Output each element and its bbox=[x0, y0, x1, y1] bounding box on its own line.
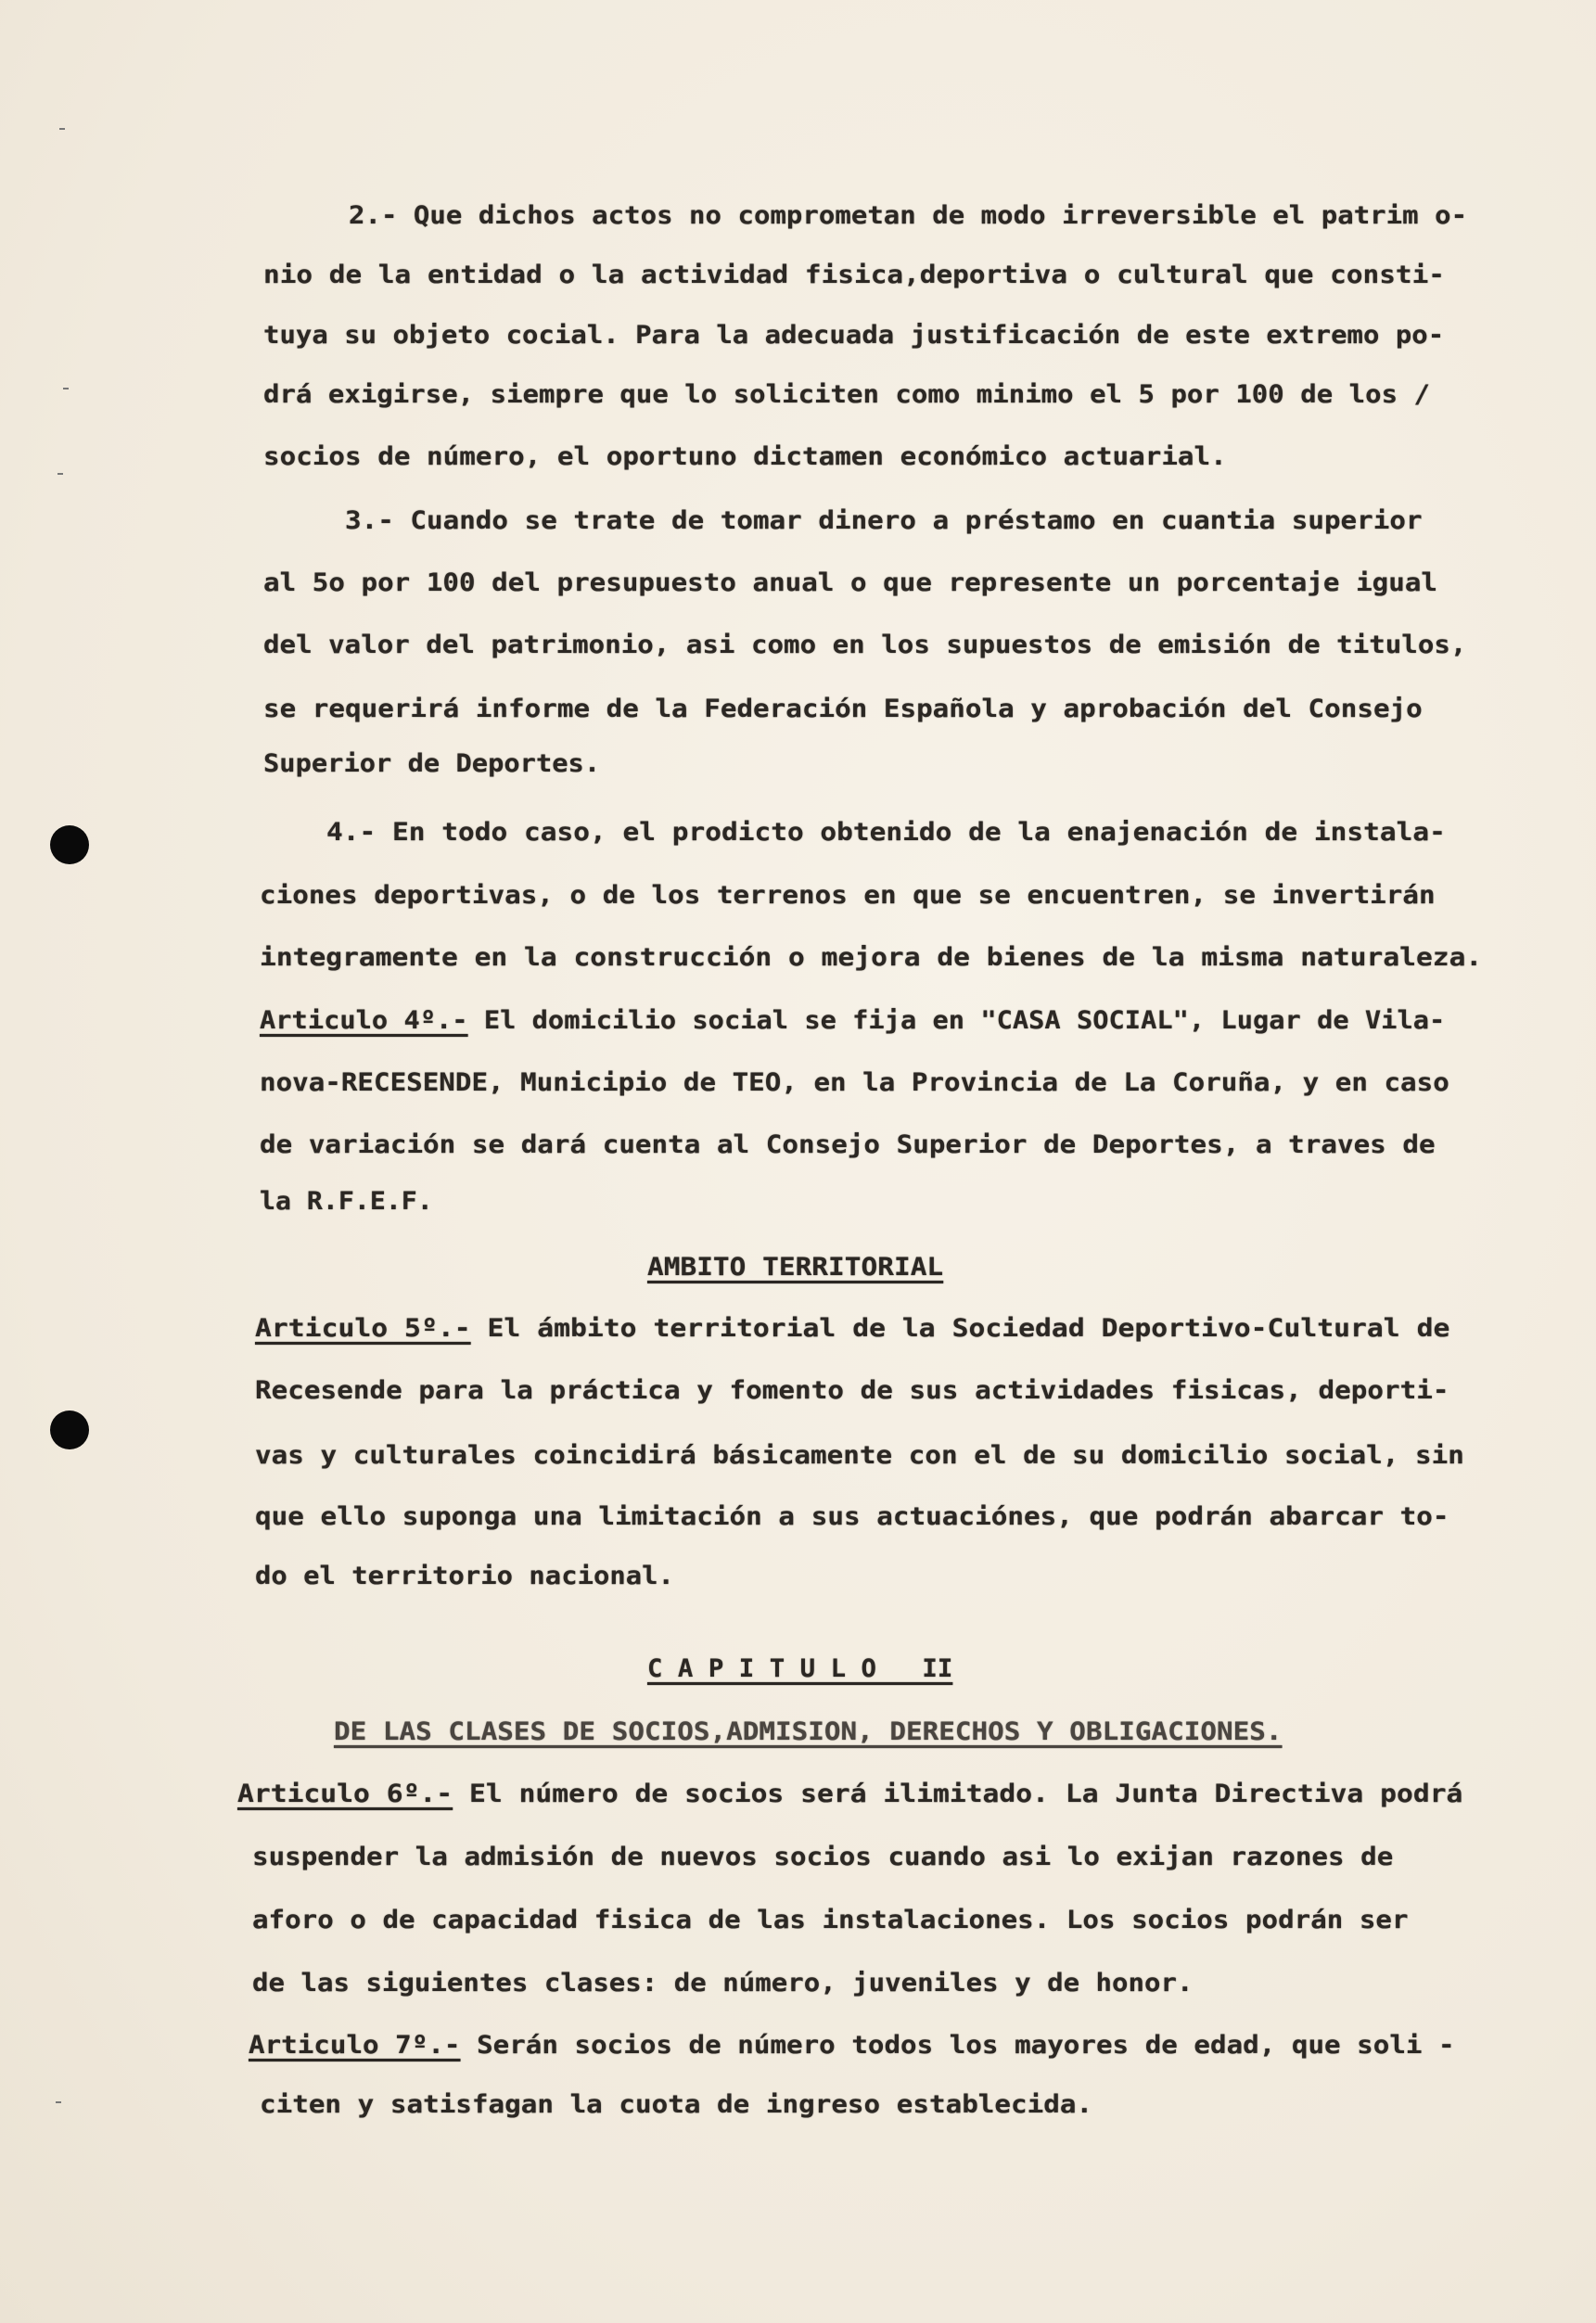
text-line bbox=[349, 200, 1467, 232]
line-text: aforo o de capacidad fisica de las instalaciones. Los socios podrán ser bbox=[251, 1905, 1409, 1934]
line-text: Serán socios de número todos los mayores de edad, que soli - bbox=[460, 2031, 1456, 2061]
text-line bbox=[260, 1130, 1436, 1161]
text-line bbox=[260, 942, 1482, 974]
punch-hole bbox=[50, 825, 89, 864]
text-line bbox=[345, 505, 1423, 537]
line-text: El ámbito territorial de la Sociedad Deportivo-Cultural de bbox=[470, 1313, 1450, 1343]
heading-text: C A P I T U L O II bbox=[647, 1654, 953, 1684]
heading-text: AMBITO TERRITORIAL bbox=[647, 1253, 944, 1283]
line-text: de variación se dará cuenta al Consejo Superior de Deportes, a traves de bbox=[259, 1130, 1436, 1159]
text-line bbox=[263, 441, 1227, 473]
section-heading bbox=[647, 1252, 943, 1283]
article-label: Articulo 4º.- bbox=[259, 1005, 468, 1035]
heading-text: DE LAS CLASES DE SOCIOS,ADMISION, DERECHOS Y OBLIGACIONES. bbox=[333, 1717, 1283, 1746]
text-line bbox=[263, 630, 1466, 661]
line-text: 2.- Que dichos actos no comprometan de modo irreversible el patrim o- bbox=[348, 200, 1467, 230]
line-text: suspender la admisión de nuevos socios cuando asi lo exijan razones de bbox=[251, 1843, 1393, 1872]
line-text: al 5o por 100 del presupuesto anual o que represente un porcentaje igual bbox=[263, 568, 1438, 598]
line-text: se requerirá informe de la Federación Española y aprobación del Consejo bbox=[263, 695, 1424, 724]
punch-hole bbox=[50, 1410, 89, 1449]
line-text: socios de número, el oportuno dictamen económico actuarial. bbox=[263, 442, 1228, 472]
line-text: 4.- En todo caso, el prodicto obtenido de la enajenación de instala- bbox=[326, 817, 1446, 847]
text-line bbox=[255, 1375, 1449, 1407]
text-line bbox=[260, 880, 1436, 912]
line-text: ciones deportivas, o de los terrenos en que se encuentren, se invertirán bbox=[259, 881, 1436, 911]
text-line bbox=[252, 1968, 1194, 1999]
line-text: El domicilio social se fija en "CASA SOCIAL", Lugar de Vila- bbox=[467, 1005, 1445, 1035]
line-text: vas y culturales coincidirá básicamente con el de su domicilio social, sin bbox=[254, 1441, 1464, 1471]
section-heading bbox=[647, 1653, 952, 1685]
line-text: nio de la entidad o la actividad fisica,deportiva o cultural que consti- bbox=[263, 260, 1446, 289]
line-text: Recesende para la práctica y fomento de sus actividades fisicas, deporti- bbox=[254, 1376, 1449, 1406]
text-line bbox=[255, 1561, 674, 1592]
text-line bbox=[263, 260, 1445, 291]
line-text: citen y satisfagan la cuota de ingreso establecida. bbox=[259, 2090, 1092, 2120]
line-text: nova-RECESENDE, Municipio de TEO, en la Provincia de La Coruña, y en caso bbox=[259, 1067, 1449, 1097]
text-line bbox=[255, 1313, 1449, 1345]
text-line bbox=[249, 2030, 1455, 2061]
line-text: do el territorio nacional. bbox=[254, 1561, 674, 1590]
article-label: Articulo 6º.- bbox=[236, 1779, 453, 1808]
text-line bbox=[326, 817, 1446, 849]
margin-mark bbox=[57, 473, 63, 475]
article-label: Articulo 5º.- bbox=[254, 1313, 471, 1343]
text-line bbox=[263, 694, 1423, 725]
text-line bbox=[263, 379, 1430, 411]
text-line bbox=[260, 2089, 1092, 2121]
text-line bbox=[260, 1186, 433, 1218]
text-line bbox=[263, 568, 1437, 599]
text-line bbox=[255, 1501, 1449, 1533]
section-heading bbox=[334, 1717, 1282, 1748]
article-label: Articulo 7º.- bbox=[249, 2031, 461, 2061]
text-line bbox=[252, 1842, 1393, 1873]
line-text: integramente en la construcción o mejora de bienes de la misma naturaleza. bbox=[259, 943, 1482, 973]
text-line bbox=[260, 1005, 1445, 1037]
text-line bbox=[252, 1905, 1409, 1936]
text-line bbox=[255, 1440, 1464, 1472]
line-text: del valor del patrimonio, asi como en los supuestos de emisión de titulos, bbox=[263, 631, 1467, 660]
margin-mark bbox=[59, 128, 65, 130]
line-text: 3.- Cuando se trate de tomar dinero a préstamo en cuantia superior bbox=[345, 506, 1423, 536]
margin-mark bbox=[63, 388, 69, 389]
line-text: El número de socios será ilimitado. La Junta Directiva podrá bbox=[452, 1779, 1463, 1808]
line-text: que ello suponga una limitación a sus actuaciónes, que podrán abarcar to- bbox=[254, 1501, 1449, 1531]
text-line bbox=[263, 748, 600, 780]
line-text: drá exigirse, siempre que lo soliciten como minimo el 5 por 100 de los / bbox=[263, 380, 1431, 410]
line-text: la R.F.E.F. bbox=[259, 1186, 433, 1216]
text-line bbox=[237, 1779, 1462, 1810]
line-text: tuya su objeto cocial. Para la adecuada justificación de este extremo po- bbox=[263, 321, 1445, 351]
line-text: de las siguientes clases: de número, juveniles y de honor. bbox=[251, 1969, 1194, 1998]
text-line bbox=[260, 1067, 1449, 1099]
line-text: Superior de Deportes. bbox=[263, 749, 601, 779]
margin-mark bbox=[56, 2101, 61, 2103]
text-line bbox=[263, 320, 1444, 351]
